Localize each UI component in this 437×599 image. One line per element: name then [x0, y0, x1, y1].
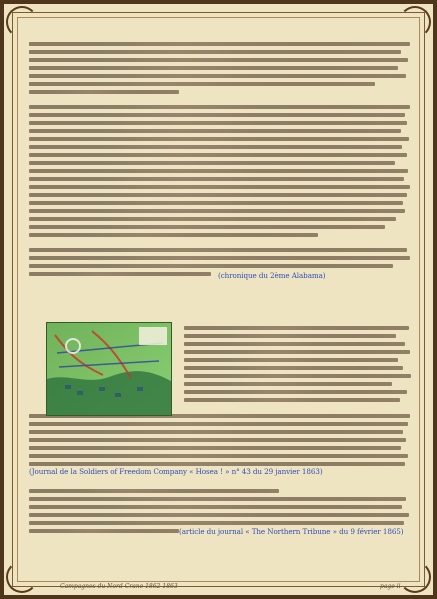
text-line [29, 66, 398, 70]
text-line [29, 82, 375, 86]
text-line [29, 462, 405, 466]
text-line [29, 497, 406, 501]
text-line [29, 105, 410, 109]
text-line [29, 50, 401, 54]
text-line [29, 129, 401, 133]
text-line [29, 42, 410, 46]
text-line [29, 90, 179, 94]
text-line [29, 169, 408, 173]
battle-map-image [46, 322, 172, 416]
text-line [29, 74, 406, 78]
text-line [29, 521, 404, 525]
text-line [29, 161, 395, 165]
text-line [29, 185, 410, 189]
text-line [29, 446, 401, 450]
frame-corner-top-right [399, 6, 431, 38]
inline-link[interactable]: (chronique du 2ème Alabama) [218, 271, 326, 280]
text-line [29, 422, 408, 426]
text-line [184, 350, 410, 354]
text-line [29, 177, 404, 181]
text-line [184, 366, 403, 370]
text-line faint [29, 529, 179, 533]
map-svg [47, 323, 171, 415]
text-line [29, 454, 408, 458]
text-line [184, 374, 411, 378]
text-line [29, 256, 410, 260]
text-line [29, 217, 396, 221]
text-line [29, 264, 393, 268]
text-line [184, 326, 409, 330]
text-line [184, 358, 398, 362]
frame-corner-top-left [6, 6, 38, 38]
text-line [29, 201, 403, 205]
text-line [29, 489, 279, 493]
text-line [29, 225, 385, 229]
text-line [29, 505, 402, 509]
text-line [29, 272, 211, 276]
text-line [29, 430, 403, 434]
text-line [29, 121, 407, 125]
text-line [184, 342, 405, 346]
text-line [184, 382, 392, 386]
text-line [29, 113, 405, 117]
inline-link[interactable]: (Journal de la Soldiers of Freedom Company « Hosea ! » n° 43 du 29 janvier 1863) [29, 467, 323, 476]
text-line [29, 233, 318, 237]
footer-right: page ii [380, 583, 401, 590]
map-legend [139, 327, 167, 345]
text-line [29, 438, 406, 442]
text-line [29, 209, 405, 213]
text-line [29, 145, 402, 149]
text-line [29, 513, 409, 517]
map-water [47, 371, 171, 415]
text-line [29, 137, 409, 141]
footer-left: Campagnes du Nord-Crane 1862-1863 [60, 583, 178, 590]
text-line [184, 398, 400, 402]
document-body [29, 42, 410, 567]
text-line [184, 334, 396, 338]
text-line [184, 390, 407, 394]
text-line [29, 153, 407, 157]
text-line [29, 58, 408, 62]
inline-link[interactable]: (article du journal « The Northern Tribune » du 9 février 1865) [179, 527, 404, 536]
text-line [29, 248, 407, 252]
text-line [29, 193, 407, 197]
